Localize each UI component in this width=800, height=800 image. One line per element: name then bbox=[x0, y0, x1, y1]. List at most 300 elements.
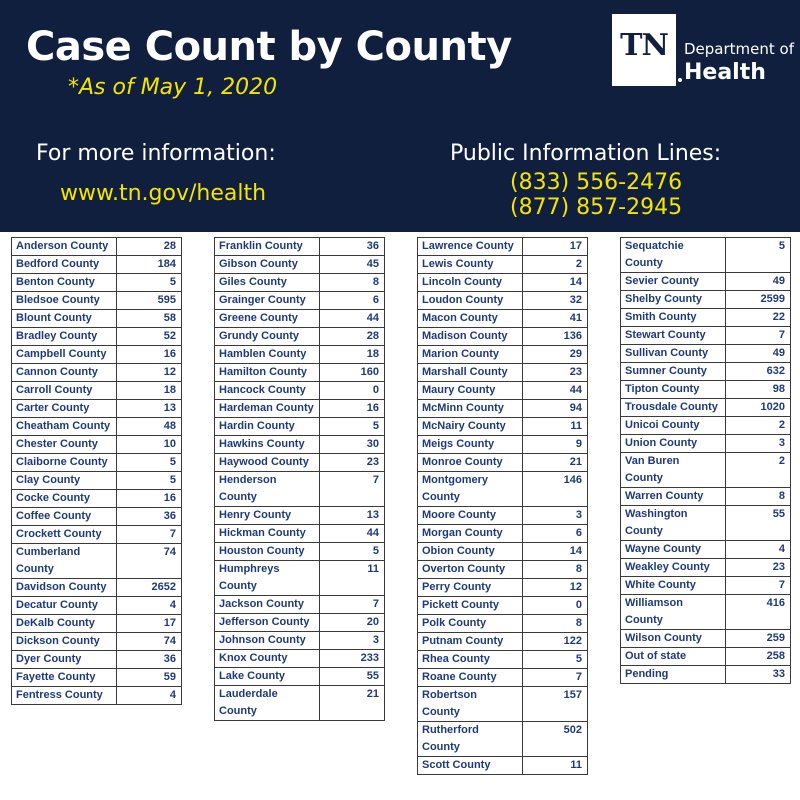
tn-health-logo bbox=[612, 14, 792, 86]
county-name: Henry County bbox=[215, 507, 320, 525]
table-row bbox=[12, 472, 182, 490]
county-name: Bedford County bbox=[12, 256, 117, 274]
table-row bbox=[12, 633, 182, 651]
county-name: Chester County bbox=[12, 436, 117, 454]
table-row bbox=[418, 651, 588, 669]
county-name: Meigs County bbox=[418, 436, 523, 454]
county-name: Robertson County bbox=[418, 687, 523, 722]
county-name: Hardeman County bbox=[215, 400, 320, 418]
case-count: 258 bbox=[726, 648, 791, 666]
case-count: 36 bbox=[117, 508, 182, 526]
county-name: Washington County bbox=[621, 506, 726, 541]
case-count: 55 bbox=[320, 668, 385, 686]
case-count: 10 bbox=[117, 436, 182, 454]
case-count: 41 bbox=[523, 310, 588, 328]
case-count: 23 bbox=[726, 559, 791, 577]
case-count: 7 bbox=[726, 577, 791, 595]
county-name: Cocke County bbox=[12, 490, 117, 508]
county-name: Wilson County bbox=[621, 630, 726, 648]
case-count: 12 bbox=[523, 579, 588, 597]
county-name: Claiborne County bbox=[12, 454, 117, 472]
case-count: 3 bbox=[320, 632, 385, 650]
table-row bbox=[215, 454, 385, 472]
county-name: Gibson County bbox=[215, 256, 320, 274]
case-count: 6 bbox=[523, 525, 588, 543]
table-row bbox=[12, 597, 182, 615]
table-row bbox=[215, 382, 385, 400]
county-name: Davidson County bbox=[12, 579, 117, 597]
table-row bbox=[621, 666, 791, 684]
case-count: 23 bbox=[523, 364, 588, 382]
county-name: Benton County bbox=[12, 274, 117, 292]
county-name: Weakley County bbox=[621, 559, 726, 577]
logo-dot bbox=[678, 78, 682, 82]
county-name: Pickett County bbox=[418, 597, 523, 615]
case-count: 8 bbox=[523, 615, 588, 633]
county-name: Tipton County bbox=[621, 381, 726, 399]
table-row bbox=[12, 292, 182, 310]
table-row bbox=[621, 577, 791, 595]
case-count: 2 bbox=[726, 453, 791, 488]
case-count: 18 bbox=[320, 346, 385, 364]
table-row bbox=[12, 382, 182, 400]
table-row bbox=[418, 722, 588, 757]
case-count: 7 bbox=[117, 526, 182, 544]
county-name: Hardin County bbox=[215, 418, 320, 436]
county-name: Grainger County bbox=[215, 292, 320, 310]
county-name: Johnson County bbox=[215, 632, 320, 650]
table-row bbox=[215, 668, 385, 686]
case-count: 595 bbox=[117, 292, 182, 310]
table-row bbox=[12, 364, 182, 382]
table-row bbox=[215, 632, 385, 650]
case-count: 21 bbox=[320, 686, 385, 721]
table-row bbox=[215, 256, 385, 274]
table-row bbox=[621, 595, 791, 630]
table-row bbox=[12, 274, 182, 292]
county-name: Carter County bbox=[12, 400, 117, 418]
table-row bbox=[12, 490, 182, 508]
case-count: 52 bbox=[117, 328, 182, 346]
table-row bbox=[621, 363, 791, 381]
case-count: 4 bbox=[117, 687, 182, 705]
case-count: 2652 bbox=[117, 579, 182, 597]
table-row bbox=[215, 346, 385, 364]
county-name: Franklin County bbox=[215, 238, 320, 256]
county-name: Sequatchie County bbox=[621, 238, 726, 273]
table-row bbox=[418, 615, 588, 633]
county-name: Campbell County bbox=[12, 346, 117, 364]
table-row bbox=[418, 418, 588, 436]
county-name: Giles County bbox=[215, 274, 320, 292]
county-name: Pending bbox=[621, 666, 726, 684]
table-row bbox=[418, 687, 588, 722]
table-row bbox=[12, 651, 182, 669]
county-name: Montgomery County bbox=[418, 472, 523, 507]
table-row bbox=[621, 273, 791, 291]
table-row bbox=[418, 579, 588, 597]
table-row bbox=[215, 364, 385, 382]
county-name: Sumner County bbox=[621, 363, 726, 381]
county-table-2 bbox=[214, 237, 385, 721]
table-row bbox=[215, 596, 385, 614]
table-row bbox=[215, 525, 385, 543]
county-name: Polk County bbox=[418, 615, 523, 633]
case-count: 7 bbox=[320, 472, 385, 507]
county-name: Lincoln County bbox=[418, 274, 523, 292]
table-row bbox=[418, 472, 588, 507]
table-row bbox=[12, 400, 182, 418]
table-row bbox=[418, 400, 588, 418]
case-count: 16 bbox=[117, 490, 182, 508]
phone-number-2[interactable]: (877) 857-2945 bbox=[510, 195, 683, 220]
county-name: Anderson County bbox=[12, 238, 117, 256]
table-row bbox=[12, 669, 182, 687]
table-row bbox=[215, 650, 385, 668]
as-of-date: *As of May 1, 2020 bbox=[68, 75, 278, 100]
case-count: 16 bbox=[117, 346, 182, 364]
table-row bbox=[215, 614, 385, 632]
case-count: 13 bbox=[117, 400, 182, 418]
table-row bbox=[418, 292, 588, 310]
case-count: 2 bbox=[726, 417, 791, 435]
case-count: 74 bbox=[117, 544, 182, 579]
case-count: 502 bbox=[523, 722, 588, 757]
table-row bbox=[418, 256, 588, 274]
case-count: 49 bbox=[726, 273, 791, 291]
case-count: 233 bbox=[320, 650, 385, 668]
table-row bbox=[12, 454, 182, 472]
county-name: Lauderdale County bbox=[215, 686, 320, 721]
county-name: Hawkins County bbox=[215, 436, 320, 454]
table-row bbox=[12, 544, 182, 579]
county-name: Maury County bbox=[418, 382, 523, 400]
table-row bbox=[12, 328, 182, 346]
county-name: Hancock County bbox=[215, 382, 320, 400]
case-count: 157 bbox=[523, 687, 588, 722]
case-count: 122 bbox=[523, 633, 588, 651]
county-name: Lawrence County bbox=[418, 238, 523, 256]
county-name: Grundy County bbox=[215, 328, 320, 346]
county-name: Dickson County bbox=[12, 633, 117, 651]
county-name: Smith County bbox=[621, 309, 726, 327]
county-name: Roane County bbox=[418, 669, 523, 687]
case-count: 14 bbox=[523, 543, 588, 561]
table-row bbox=[12, 346, 182, 364]
case-count: 184 bbox=[117, 256, 182, 274]
county-name: Sevier County bbox=[621, 273, 726, 291]
table-row bbox=[621, 381, 791, 399]
case-count: 22 bbox=[726, 309, 791, 327]
county-name: Unicoi County bbox=[621, 417, 726, 435]
case-count: 7 bbox=[523, 669, 588, 687]
county-name: McNairy County bbox=[418, 418, 523, 436]
table-row bbox=[215, 418, 385, 436]
table-row bbox=[215, 436, 385, 454]
county-name: Blount County bbox=[12, 310, 117, 328]
table-row bbox=[418, 597, 588, 615]
tn-logo-mark bbox=[612, 14, 676, 86]
more-info-label: For more information: bbox=[36, 141, 276, 166]
county-name: Fentress County bbox=[12, 687, 117, 705]
county-name: White County bbox=[621, 577, 726, 595]
case-count: 3 bbox=[523, 507, 588, 525]
case-count: 55 bbox=[726, 506, 791, 541]
county-name: Jefferson County bbox=[215, 614, 320, 632]
table-row bbox=[418, 328, 588, 346]
county-name: Cheatham County bbox=[12, 418, 117, 436]
county-name: Carroll County bbox=[12, 382, 117, 400]
table-row bbox=[215, 472, 385, 507]
county-name: Fayette County bbox=[12, 669, 117, 687]
case-count: 0 bbox=[320, 382, 385, 400]
table-row bbox=[12, 615, 182, 633]
county-name: Morgan County bbox=[418, 525, 523, 543]
table-row bbox=[621, 399, 791, 417]
table-row bbox=[621, 417, 791, 435]
table-row bbox=[621, 453, 791, 488]
case-count: 30 bbox=[320, 436, 385, 454]
case-count: 11 bbox=[320, 561, 385, 596]
table-row bbox=[418, 543, 588, 561]
table-row bbox=[418, 525, 588, 543]
county-name: Cumberland County bbox=[12, 544, 117, 579]
county-name: Houston County bbox=[215, 543, 320, 561]
table-row bbox=[621, 648, 791, 666]
public-lines-label: Public Information Lines: bbox=[450, 141, 722, 166]
table-row bbox=[418, 507, 588, 525]
table-row bbox=[418, 669, 588, 687]
table-row bbox=[215, 543, 385, 561]
case-count: 160 bbox=[320, 364, 385, 382]
table-row bbox=[621, 559, 791, 577]
case-count: 5 bbox=[117, 454, 182, 472]
county-name: Marshall County bbox=[418, 364, 523, 382]
page-title: Case Count by County bbox=[26, 24, 512, 70]
county-name: Hickman County bbox=[215, 525, 320, 543]
table-row bbox=[621, 309, 791, 327]
county-name: Bradley County bbox=[12, 328, 117, 346]
table-row bbox=[621, 435, 791, 453]
phone-number-1[interactable]: (833) 556-2476 bbox=[510, 170, 683, 195]
case-count: 4 bbox=[117, 597, 182, 615]
case-count: 8 bbox=[320, 274, 385, 292]
tn-logo-text: TN bbox=[620, 28, 668, 63]
case-count: 11 bbox=[523, 757, 588, 775]
case-count: 4 bbox=[726, 541, 791, 559]
county-name: Obion County bbox=[418, 543, 523, 561]
case-count: 48 bbox=[117, 418, 182, 436]
county-table-3 bbox=[417, 237, 588, 775]
county-name: Henderson County bbox=[215, 472, 320, 507]
county-name: McMinn County bbox=[418, 400, 523, 418]
case-count: 33 bbox=[726, 666, 791, 684]
case-count: 20 bbox=[320, 614, 385, 632]
table-row bbox=[12, 310, 182, 328]
county-name: Stewart County bbox=[621, 327, 726, 345]
case-count: 58 bbox=[117, 310, 182, 328]
table-row bbox=[12, 526, 182, 544]
county-name: Hamblen County bbox=[215, 346, 320, 364]
logo-dept-text: Department of bbox=[684, 40, 794, 58]
case-count: 136 bbox=[523, 328, 588, 346]
case-count: 2 bbox=[523, 256, 588, 274]
county-name: Cannon County bbox=[12, 364, 117, 382]
case-count: 1020 bbox=[726, 399, 791, 417]
county-name: Greene County bbox=[215, 310, 320, 328]
case-count: 5 bbox=[523, 651, 588, 669]
county-table-1 bbox=[11, 237, 182, 705]
case-count: 32 bbox=[523, 292, 588, 310]
case-count: 146 bbox=[523, 472, 588, 507]
table-row bbox=[12, 579, 182, 597]
case-count: 17 bbox=[523, 238, 588, 256]
case-count: 44 bbox=[320, 525, 385, 543]
table-row bbox=[12, 687, 182, 705]
table-row bbox=[418, 757, 588, 775]
case-count: 16 bbox=[320, 400, 385, 418]
county-name: Marion County bbox=[418, 346, 523, 364]
table-row bbox=[621, 506, 791, 541]
county-name: Humphreys County bbox=[215, 561, 320, 596]
table-row bbox=[418, 238, 588, 256]
case-count: 5 bbox=[320, 543, 385, 561]
county-name: Lewis County bbox=[418, 256, 523, 274]
case-count: 8 bbox=[726, 488, 791, 506]
county-name: Van Buren County bbox=[621, 453, 726, 488]
table-row bbox=[621, 291, 791, 309]
table-row bbox=[215, 328, 385, 346]
case-count: 28 bbox=[117, 238, 182, 256]
table-row bbox=[12, 436, 182, 454]
case-count: 9 bbox=[523, 436, 588, 454]
table-row bbox=[418, 561, 588, 579]
table-row bbox=[621, 327, 791, 345]
county-table-4 bbox=[620, 237, 791, 684]
table-row bbox=[418, 310, 588, 328]
table-row bbox=[621, 630, 791, 648]
county-name: Wayne County bbox=[621, 541, 726, 559]
county-name: Union County bbox=[621, 435, 726, 453]
case-count: 7 bbox=[320, 596, 385, 614]
table-row bbox=[418, 274, 588, 292]
case-count: 632 bbox=[726, 363, 791, 381]
table-row bbox=[418, 436, 588, 454]
county-name: Loudon County bbox=[418, 292, 523, 310]
case-count: 5 bbox=[320, 418, 385, 436]
case-count: 44 bbox=[523, 382, 588, 400]
table-row bbox=[418, 364, 588, 382]
case-count: 3 bbox=[726, 435, 791, 453]
county-name: Trousdale County bbox=[621, 399, 726, 417]
county-name: Shelby County bbox=[621, 291, 726, 309]
county-name: DeKalb County bbox=[12, 615, 117, 633]
county-name: Lake County bbox=[215, 668, 320, 686]
county-name: Clay County bbox=[12, 472, 117, 490]
case-count: 36 bbox=[117, 651, 182, 669]
table-row bbox=[621, 345, 791, 363]
case-count: 416 bbox=[726, 595, 791, 630]
case-count: 44 bbox=[320, 310, 385, 328]
county-name: Macon County bbox=[418, 310, 523, 328]
case-count: 28 bbox=[320, 328, 385, 346]
table-row bbox=[621, 238, 791, 273]
table-row bbox=[12, 418, 182, 436]
case-count: 94 bbox=[523, 400, 588, 418]
table-row bbox=[418, 454, 588, 472]
more-info-url[interactable]: www.tn.gov/health bbox=[60, 181, 267, 206]
case-count: 13 bbox=[320, 507, 385, 525]
table-row bbox=[12, 508, 182, 526]
table-row bbox=[215, 507, 385, 525]
county-name: Williamson County bbox=[621, 595, 726, 630]
county-name: Moore County bbox=[418, 507, 523, 525]
case-count: 6 bbox=[320, 292, 385, 310]
case-count: 0 bbox=[523, 597, 588, 615]
county-name: Warren County bbox=[621, 488, 726, 506]
case-count: 5 bbox=[726, 238, 791, 273]
case-count: 98 bbox=[726, 381, 791, 399]
county-name: Rutherford County bbox=[418, 722, 523, 757]
case-count: 11 bbox=[523, 418, 588, 436]
case-count: 12 bbox=[117, 364, 182, 382]
header-banner bbox=[0, 0, 800, 232]
case-count: 18 bbox=[117, 382, 182, 400]
county-name: Coffee County bbox=[12, 508, 117, 526]
county-name: Knox County bbox=[215, 650, 320, 668]
case-count: 36 bbox=[320, 238, 385, 256]
case-count: 5 bbox=[117, 472, 182, 490]
case-count: 49 bbox=[726, 345, 791, 363]
county-name: Rhea County bbox=[418, 651, 523, 669]
case-count: 23 bbox=[320, 454, 385, 472]
county-name: Madison County bbox=[418, 328, 523, 346]
county-name: Crockett County bbox=[12, 526, 117, 544]
table-row bbox=[418, 346, 588, 364]
county-name: Perry County bbox=[418, 579, 523, 597]
county-name: Monroe County bbox=[418, 454, 523, 472]
logo-health-text: Health bbox=[684, 60, 766, 85]
case-count: 259 bbox=[726, 630, 791, 648]
case-count: 14 bbox=[523, 274, 588, 292]
county-name: Hamilton County bbox=[215, 364, 320, 382]
county-name: Out of state bbox=[621, 648, 726, 666]
case-count: 7 bbox=[726, 327, 791, 345]
county-name: Bledsoe County bbox=[12, 292, 117, 310]
case-count: 45 bbox=[320, 256, 385, 274]
county-name: Overton County bbox=[418, 561, 523, 579]
county-name: Dyer County bbox=[12, 651, 117, 669]
table-row bbox=[621, 541, 791, 559]
county-name: Putnam County bbox=[418, 633, 523, 651]
table-row bbox=[215, 274, 385, 292]
table-row bbox=[215, 400, 385, 418]
table-row bbox=[215, 561, 385, 596]
table-row bbox=[215, 310, 385, 328]
table-row bbox=[418, 633, 588, 651]
case-count: 2599 bbox=[726, 291, 791, 309]
case-count: 5 bbox=[117, 274, 182, 292]
table-row bbox=[418, 382, 588, 400]
case-count: 21 bbox=[523, 454, 588, 472]
case-count: 59 bbox=[117, 669, 182, 687]
table-row bbox=[215, 238, 385, 256]
county-name: Decatur County bbox=[12, 597, 117, 615]
table-row bbox=[215, 292, 385, 310]
case-count: 74 bbox=[117, 633, 182, 651]
table-row bbox=[621, 488, 791, 506]
county-name: Scott County bbox=[418, 757, 523, 775]
